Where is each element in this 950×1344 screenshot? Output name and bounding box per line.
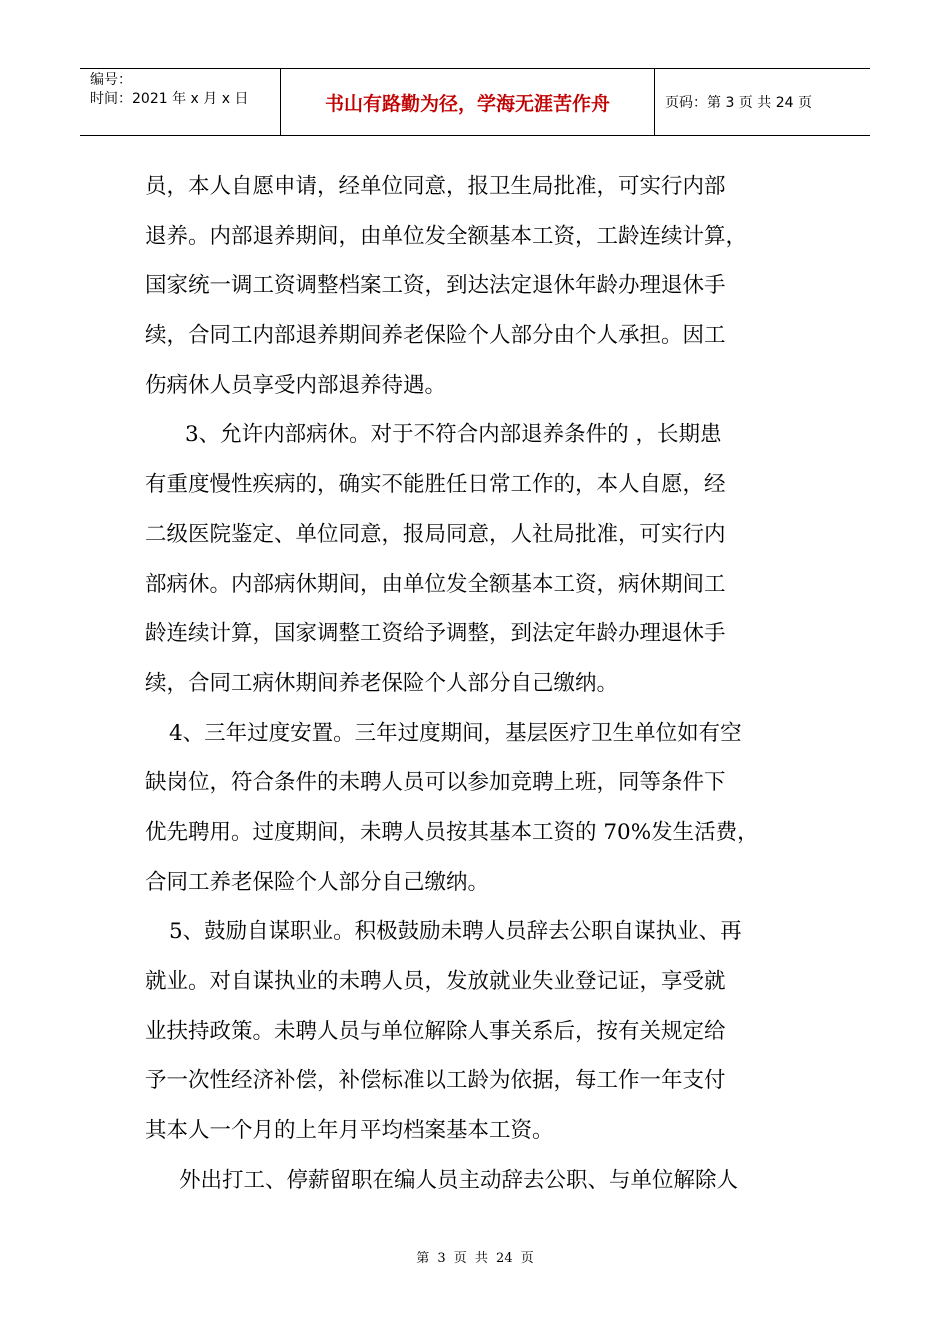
- body-line: 伤病休人员享受内部退养待遇。: [145, 372, 447, 398]
- body-line: 部病休。内部病休期间，由单位发全额基本工资，病休期间工: [145, 571, 726, 597]
- body-line: 二级医院鉴定、单位同意，报局同意，人社局批准，可实行内: [145, 521, 726, 547]
- body-line: 优先聘用。过度期间，未聘人员按其基本工资的 70%发生活费，: [145, 819, 759, 845]
- body-line: 予一次性经济补偿，补偿标准以工龄为依据，每工作一年支付: [145, 1068, 726, 1094]
- body-line: 就业。对自谋执业的未聘人员，发放就业失业登记证，享受就: [145, 969, 726, 994]
- page-footer: 第 3 页 共 24 页: [416, 1251, 534, 1266]
- body-line: 龄连续计算，国家调整工资给予调整，到法定年龄办理退休手: [145, 621, 726, 647]
- body-line: 合同工养老保险个人部分自己缴纳。: [145, 869, 490, 895]
- body-line: 员，本人自愿申请，经单位同意，报卫生局批准，可实行内部: [145, 174, 726, 199]
- document-date-label: 时间：2021 年 x 月 x 日: [90, 91, 249, 107]
- body-line: 缺岗位，符合条件的未聘人员可以参加竞聘上班，同等条件下: [145, 770, 726, 796]
- body-line: 续，合同工内部退养期间养老保险个人部分由个人承担。因工: [145, 323, 726, 349]
- header-motto: 书山有路勤为径，学海无涯苦作舟: [281, 69, 655, 135]
- page-header: [80, 68, 870, 136]
- body-line: 5、鼓励自谋职业。积极鼓励未聘人员辞去公职自谋执业、再: [169, 919, 742, 945]
- body-line: 其本人一个月的上年月平均档案基本工资。: [145, 1118, 554, 1144]
- body-line: 续，合同工病休期间养老保险个人部分自己缴纳。: [145, 670, 619, 696]
- body-line: 3、允许内部病休。对于不符合内部退养条件的 ，长期患: [185, 422, 722, 448]
- header-page-info: 页码：第 3 页 共 24 页: [665, 95, 812, 111]
- header-meta: [80, 69, 281, 135]
- body-line: 外出打工、停薪留职在编人员主动辞去公职、与单位解除人: [179, 1167, 739, 1193]
- body-line: 国家统一调工资调整档案工资，到达法定退休年龄办理退休手: [145, 273, 726, 299]
- document-body: [145, 162, 810, 1205]
- document-number-label: 编号：: [90, 72, 132, 88]
- body-line: 有重度慢性疾病的，确实不能胜任日常工作的，本人自愿，经: [145, 472, 726, 498]
- body-line: 业扶持政策。未聘人员与单位解除人事关系后，按有关规定给: [145, 1018, 726, 1044]
- body-line: 退养。内部退养期间，由单位发全额基本工资，工龄连续计算，: [145, 223, 748, 249]
- body-line: 4、三年过度安置。三年过度期间，基层医疗卫生单位如有空: [169, 720, 742, 746]
